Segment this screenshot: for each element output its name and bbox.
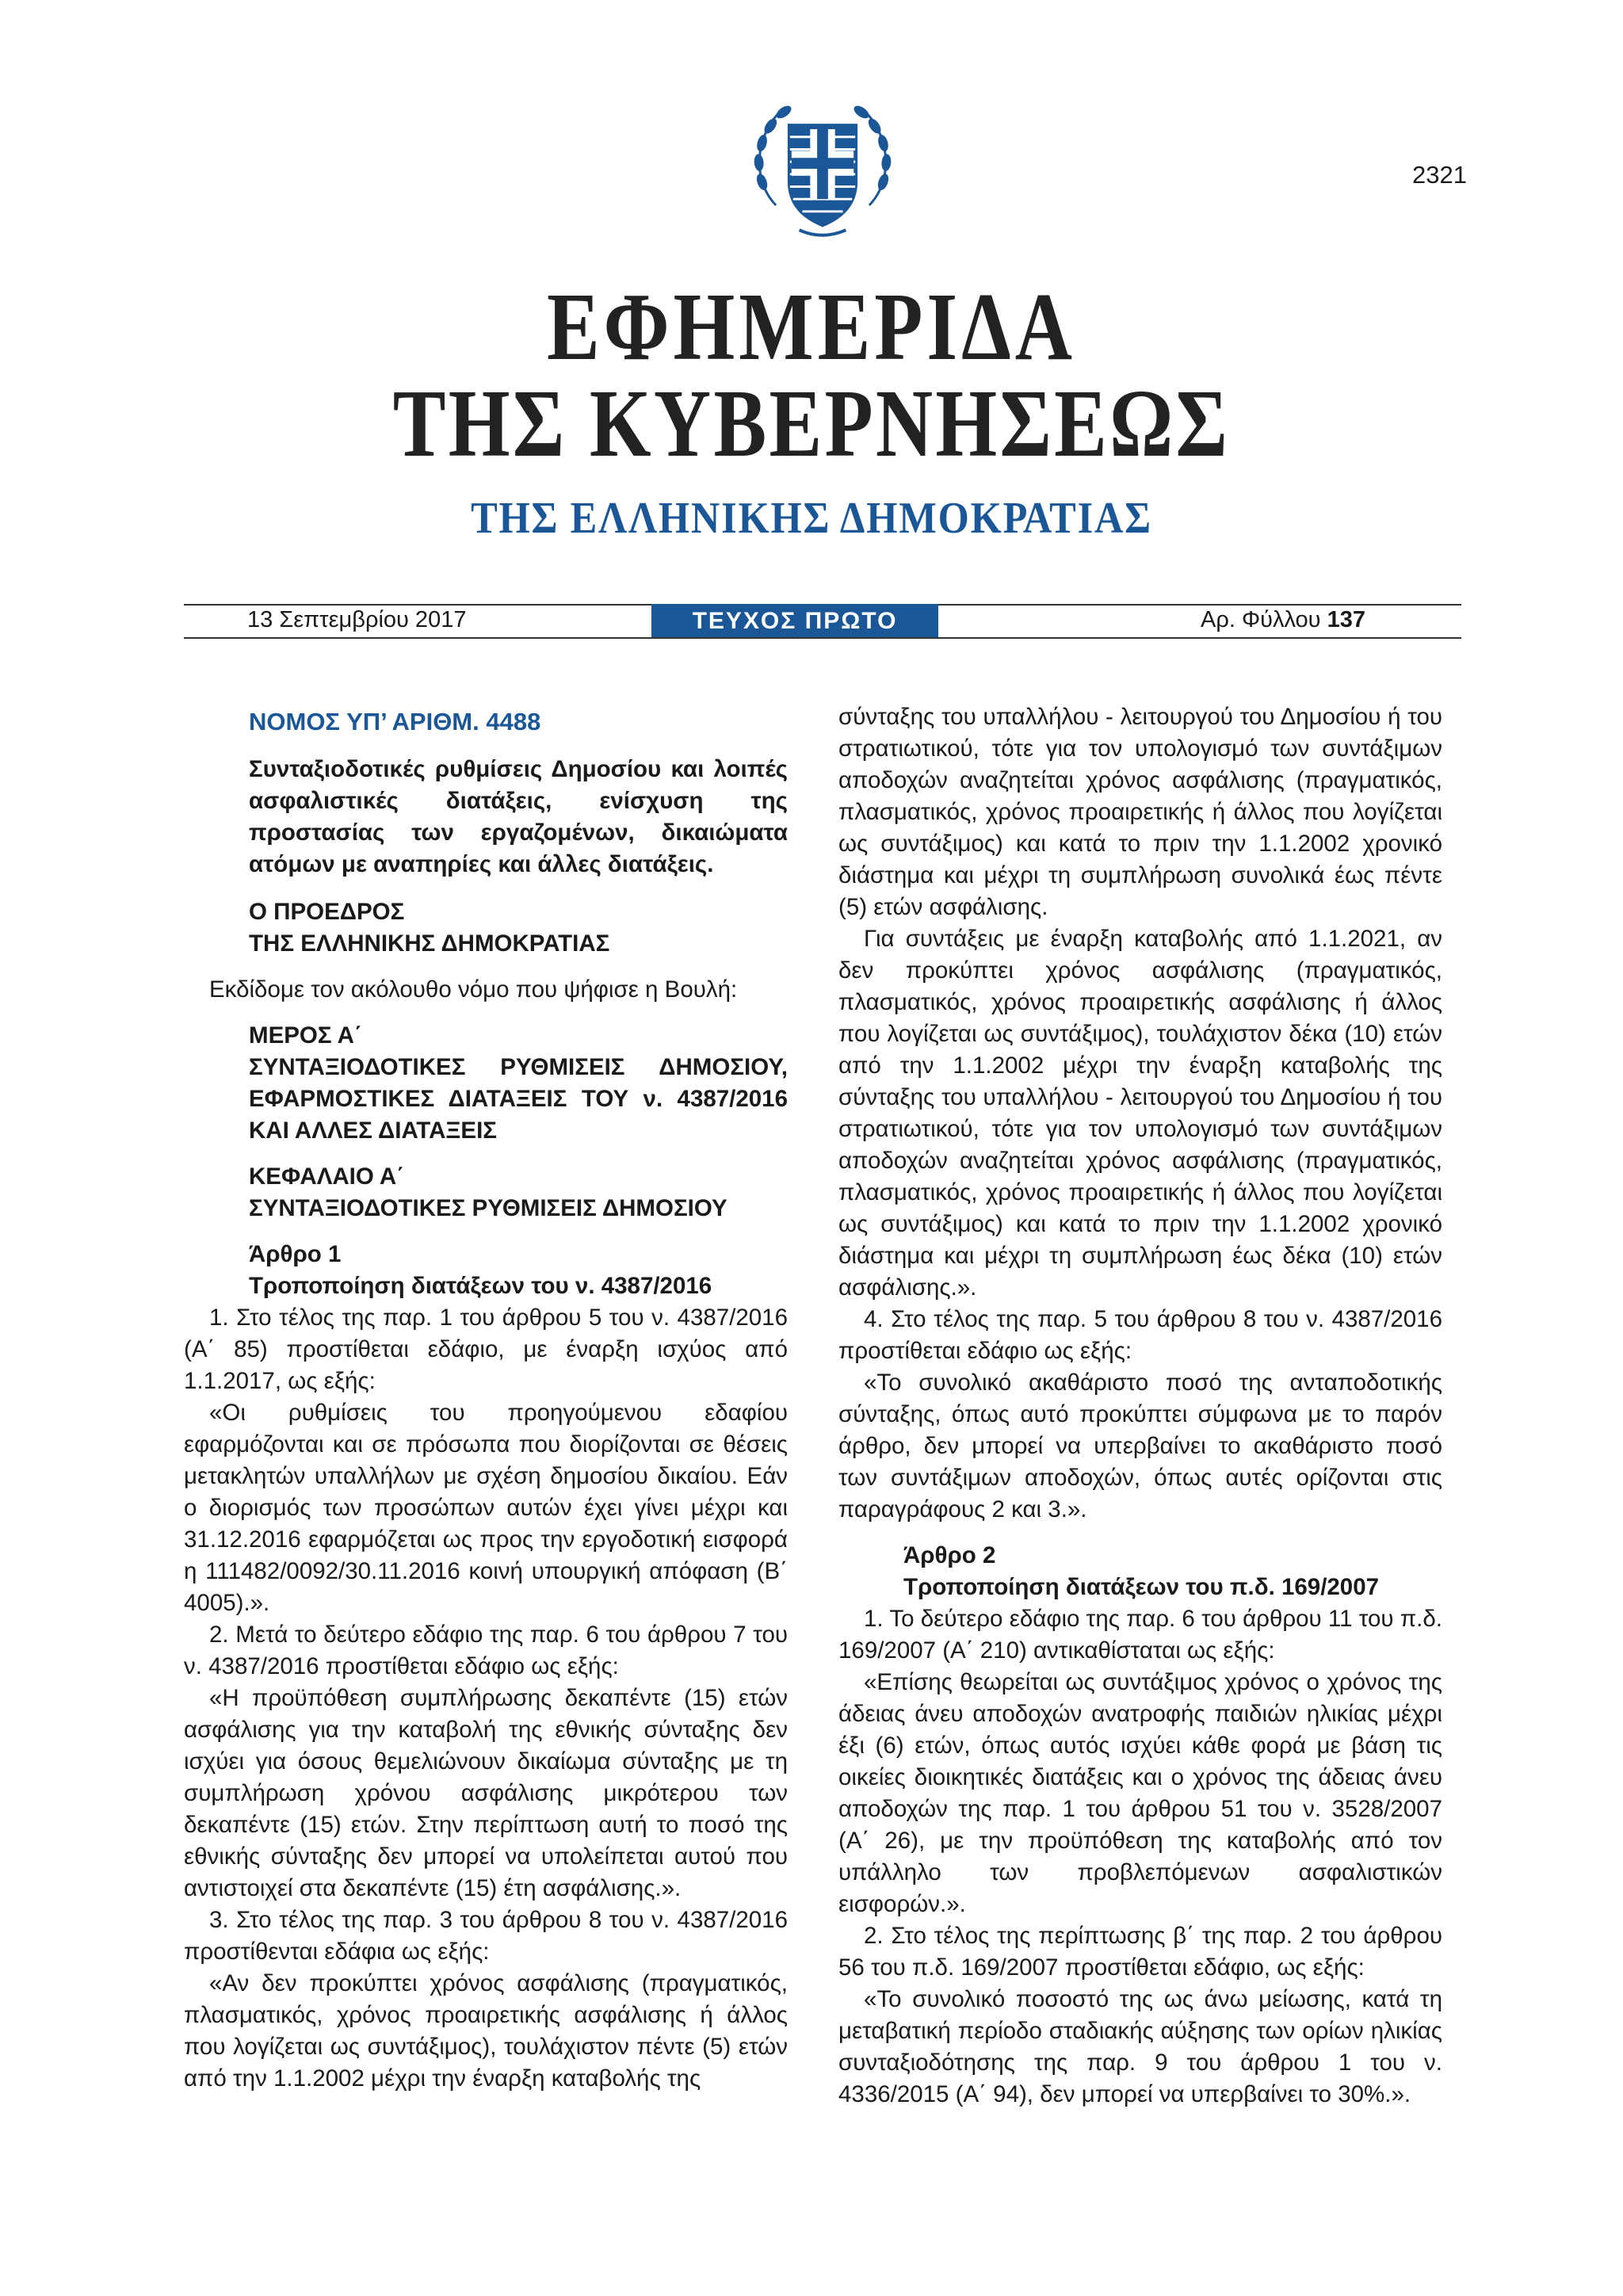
paragraph: σύνταξης του υπαλλήλου - λειτουργού του Δημοσίου ή του στρατιωτικού, τότε για τον υπολογισμό των συντάξιμων αποδοχών αναζητείται χρόνος ασφάλισης (πραγματικός, πλασματικός, χρόνος προαιρετικής ή άλλος που λογίζεται ως συντάξιμος) και κατά το πριν την 1.1.2002 χρονικό διάστημα και μέχρι τη συμπλήρωση συνολικά έως πέντε (5) ετών ασφάλισης. xyxy=(838,704,1442,920)
president-line1: Ο ΠΡΟΕΔΡΟΣ xyxy=(249,899,405,925)
right-column xyxy=(838,701,1442,2111)
chapter-title: ΣΥΝΤΑΞΙΟΔΟΤΙΚΕΣ ΡΥΘΜΙΣΕΙΣ ΔΗΜΟΣΙΟΥ xyxy=(249,1195,727,1221)
left-column xyxy=(184,701,788,2095)
page-number: 2321 xyxy=(1412,161,1467,189)
issue-type-badge: ΤΕΥΧΟΣ ΠΡΩΤΟ xyxy=(651,604,938,639)
article-2-number: Άρθρο 2 xyxy=(903,1542,996,1568)
paragraph: «Οι ρυθμίσεις του προηγούμενου εδαφίου εφαρμόζονται και σε πρόσωπα που διορίζονται σε θέσεις μετακλητών υπαλλήλων με σχέση δημοσίου δικαίου. Εάν ο διορισμός των προσώπων αυτών έχει γίνει μέχρι και 31.12.2016 εφαρμόζεται ως προς την εργοδοτική εισφορά η 111482/0092/30.11.2016 κοινή υπουργική απόφαση (Β΄ 4005).». xyxy=(184,1400,788,1616)
paragraph: «Το συνολικό ακαθάριστο ποσό της ανταποδοτικής σύνταξης, όπως αυτό προκύπτει σύμφωνα με το παρόν άρθρο, δεν μπορεί να υπερβαίνει το ακαθάριστο ποσό των συντάξιμων αποδοχών, όπως αυτές ορίζονται στις παραγράφους 2 και 3.». xyxy=(838,1370,1442,1522)
paragraph: «Το συνολικό ποσοστό της ως άνω μείωσης, κατά τη μεταβατική περίοδο σταδιακής αύξησης των ορίων ηλικίας συνταξιοδότησης της παρ. 9 του άρθρου 1 του ν. 4336/2015 (Α΄ 94), δεν μπορεί να υπερβαίνει το 30%.». xyxy=(838,1986,1442,2107)
law-subject: Συνταξιοδοτικές ρυθμίσεις Δημοσίου και λοιπές ασφαλιστικές διατάξεις, ενίσχυση της προστασίας των εργαζομένων, δικαιώματα ατόμων με αναπηρίες και άλλες διατάξεις. xyxy=(249,756,788,877)
article-1-title: Τροποποίηση διατάξεων του ν. 4387/2016 xyxy=(249,1273,712,1299)
sheet-number-label: Αρ. Φύλλου xyxy=(1201,607,1321,632)
paragraph: «Επίσης θεωρείται ως συντάξιμος χρόνος ο χρόνος της άδειας άνευ αποδοχών ανατροφής παιδιών ηλικίας μέχρι έξι (6) ετών, όπως αυτός ισχύει κάθε φορά με βάση τις οικείες διοικητικές διατάξεις και ο χρόνος της άδειας άνευ αποδοχών της παρ. 1 του άρθρου 51 του ν. 3528/2007 (Α΄ 26), με την προϋπόθεση της καταβολής από τον υπάλληλο των προβλεπόμενων ασφαλιστικών εισφορών.». xyxy=(838,1669,1442,1917)
paragraph: «Αν δεν προκύπτει χρόνος ασφάλισης (πραγματικός, πλασματικός, χρόνος προαιρετικής ασφάλισης ή άλλος που λογίζεται ως συντάξιμος), τουλάχιστον πέντε (5) ετών από την 1.1.2002 μέχρι την έναρξη καταβολής της xyxy=(184,1970,788,2092)
paragraph: 1. Το δεύτερο εδάφιο της παρ. 6 του άρθρου 11 του π.δ. 169/2007 (Α΄ 210) αντικαθίσταται ως εξής: xyxy=(838,1606,1442,1664)
paragraph: Για συντάξεις με έναρξη καταβολής από 1.1.2021, αν δεν προκύπτει χρόνος ασφάλισης (πραγματικός, πλασματικός, χρόνος προαιρετικής ασφάλισης ή άλλος που λογίζεται ως συντάξιμος), τουλάχιστον δέκα (10) ετών από την 1.1.2002 μέχρι την έναρξη καταβολής της σύνταξης του υπαλλήλου - λειτουργού του Δημοσίου ή του στρατιωτικού, τότε για τον υπολογισμό των συντάξιμων αποδοχών αναζητείται χρόνος ασφάλισης (πραγματικός, πλασματικός, χρόνος προαιρετικής ή άλλος που λογίζεται ως συντάξιμος) και κατά το πριν την 1.1.2002 χρονικό διάστημα και μέχρι τη συμπλήρωση έως δέκα (10) ετών ασφάλισης.». xyxy=(838,926,1442,1301)
president-line2: ΤΗΣ ΕΛΛΗΝΙΚΗΣ ΔΗΜΟΚΡΑΤΙΑΣ xyxy=(249,930,610,957)
law-title: ΝΟΜΟΣ ΥΠ’ ΑΡΙΘΜ. 4488 xyxy=(249,708,541,735)
header-rule-bottom xyxy=(184,637,1461,639)
enactment-text: Εκδίδομε τον ακόλουθο νόμο που ψήφισε η Βουλή: xyxy=(209,976,738,1003)
sheet-number-value: 137 xyxy=(1327,607,1365,632)
part-heading: ΜΕΡΟΣ Α΄ xyxy=(249,1022,362,1049)
paragraph: 1. Στο τέλος της παρ. 1 του άρθρου 5 του ν. 4387/2016 (Α΄ 85) προστίθεται εδάφιο, με έναρξη ισχύος από 1.1.2017, ως εξής: xyxy=(184,1305,788,1394)
paragraph: 2. Μετά το δεύτερο εδάφιο της παρ. 6 του άρθρου 7 του ν. 4387/2016 προστίθεται εδάφιο ως εξής: xyxy=(184,1622,788,1679)
paragraph: 2. Στο τέλος της περίπτωσης β΄ της παρ. 2 του άρθρου 56 του π.δ. 169/2007 προστίθεται εδάφιο, ως εξής: xyxy=(838,1923,1442,1981)
issue-date: 13 Σεπτεμβρίου 2017 xyxy=(247,607,467,632)
article-1-number: Άρθρο 1 xyxy=(249,1241,342,1267)
gazette-subtitle: ΤΗΣ ΕΛΛΗΝΙΚΗΣ ΔΗΜΟΚΡΑΤΙΑΣ xyxy=(471,494,1152,543)
paragraph: 3. Στο τέλος της παρ. 3 του άρθρου 8 του ν. 4387/2016 προστίθενται εδάφια ως εξής: xyxy=(184,1907,788,1965)
paragraph: 4. Στο τέλος της παρ. 5 του άρθρου 8 του ν. 4387/2016 προστίθεται εδάφιο ως εξής: xyxy=(838,1306,1442,1364)
sheet-number xyxy=(1201,607,1365,633)
gazette-title-line2: ΤΗΣ ΚΥΒΕΡΝΗΣΕΩΣ xyxy=(392,370,1231,477)
paragraph: «Η προϋπόθεση συμπλήρωσης δεκαπέντε (15) ετών ασφάλισης για την καταβολή της εθνικής σύνταξης δεν ισχύει για όσους θεμελιώνουν δικαίωμα σύνταξης με τη συμπλήρωση χρόνου ασφάλισης μικρότερου των δεκαπέντε (15) ετών. Στην περίπτωση αυτή το ποσό της εθνικής σύνταξης δεν μπορεί να υπολείπεται αυτού που αντιστοιχεί στα δεκαπέντε (15) έτη ασφάλισης.». xyxy=(184,1685,788,1901)
gazette-title-line1: ΕΦΗΜΕΡΙΔΑ xyxy=(547,273,1076,380)
article-2-title: Τροποποίηση διατάξεων του π.δ. 169/2007 xyxy=(903,1574,1380,1600)
part-title: ΣΥΝΤΑΞΙΟΔΟΤΙΚΕΣ ΡΥΘΜΙΣΕΙΣ ΔΗΜΟΣΙΟΥ, ΕΦΑΡΜΟΣΤΙΚΕΣ ΔΙΑΤΑΞΕΙΣ ΤΟΥ ν. 4387/2016 ΚΑΙ ΑΛΛΕΣ ΔΙΑΤΑΞΕΙΣ xyxy=(249,1054,788,1144)
coat-of-arms-icon xyxy=(745,89,900,244)
chapter-heading: ΚΕΦΑΛΑΙΟ Α΄ xyxy=(249,1163,405,1190)
